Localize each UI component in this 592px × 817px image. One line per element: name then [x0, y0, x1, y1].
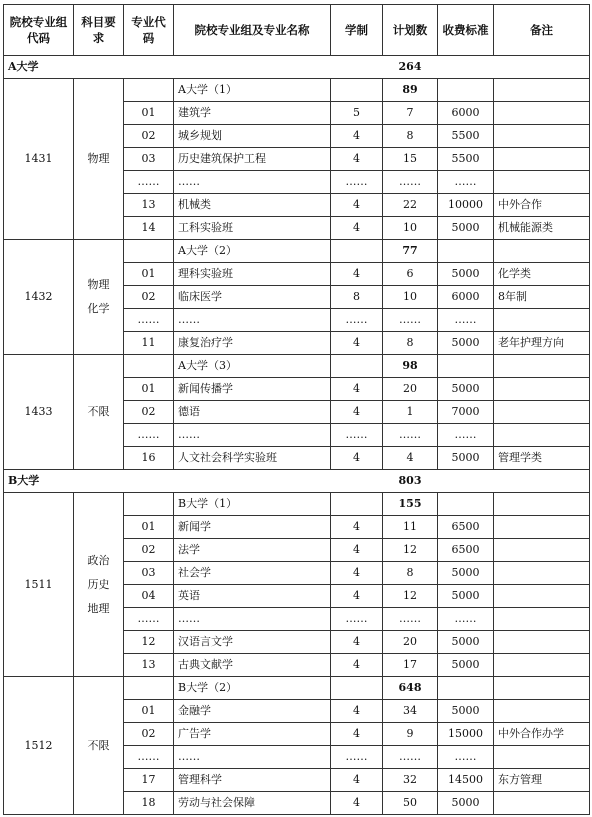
- plan: ……: [383, 171, 438, 194]
- major-code: 01: [124, 263, 174, 286]
- years: 4: [331, 539, 383, 562]
- note: [494, 562, 590, 585]
- years: 4: [331, 148, 383, 171]
- plan: 12: [383, 539, 438, 562]
- major-code: 14: [124, 217, 174, 240]
- major-code: 17: [124, 769, 174, 792]
- fee: [438, 355, 494, 378]
- fee: 5000: [438, 654, 494, 677]
- major-code: [124, 240, 174, 263]
- group-plan: 648: [383, 677, 438, 700]
- university-name: B大学: [4, 470, 74, 493]
- major-code: 02: [124, 286, 174, 309]
- major-code: ……: [124, 309, 174, 332]
- years: ……: [331, 746, 383, 769]
- plan: 22: [383, 194, 438, 217]
- plan: 10: [383, 286, 438, 309]
- years: 4: [331, 654, 383, 677]
- major-name: 工科实验班: [174, 217, 331, 240]
- fee: ……: [438, 424, 494, 447]
- fee: 15000: [438, 723, 494, 746]
- note: [494, 378, 590, 401]
- group-plan: 98: [383, 355, 438, 378]
- plan: 4: [383, 447, 438, 470]
- years: [331, 79, 383, 102]
- header-plan: 计划数: [383, 5, 438, 56]
- note: [494, 677, 590, 700]
- note: [494, 608, 590, 631]
- years: ……: [331, 309, 383, 332]
- note: [494, 700, 590, 723]
- plan: 8: [383, 562, 438, 585]
- note: 中外合作办学: [494, 723, 590, 746]
- header-major-name: 院校专业组及专业名称: [174, 5, 331, 56]
- note: [494, 585, 590, 608]
- fee: 5000: [438, 792, 494, 815]
- years: [331, 355, 383, 378]
- major-code: 02: [124, 723, 174, 746]
- plan: 9: [383, 723, 438, 746]
- major-name: 新闻学: [174, 516, 331, 539]
- major-name: ……: [174, 608, 331, 631]
- university-spacer: [74, 56, 383, 79]
- plan: 34: [383, 700, 438, 723]
- fee: [438, 493, 494, 516]
- major-code: [124, 677, 174, 700]
- fee: ……: [438, 309, 494, 332]
- major-code: 11: [124, 332, 174, 355]
- major-name: 法学: [174, 539, 331, 562]
- plan: 8: [383, 332, 438, 355]
- group-title-row: [4, 79, 590, 102]
- university-spacer: [438, 470, 590, 493]
- group-code: 1431: [4, 79, 74, 240]
- major-code: 03: [124, 562, 174, 585]
- group-title: A大学（2）: [174, 240, 331, 263]
- note: [494, 102, 590, 125]
- fee: 14500: [438, 769, 494, 792]
- years: 4: [331, 378, 383, 401]
- note: [494, 148, 590, 171]
- major-code: 12: [124, 631, 174, 654]
- subject-item: 历史: [87, 577, 110, 591]
- years: 4: [331, 194, 383, 217]
- header-group-code: 院校专业组代码: [4, 5, 74, 56]
- fee: [438, 677, 494, 700]
- major-name: ……: [174, 746, 331, 769]
- subject-requirement: [74, 493, 124, 677]
- university-total: 264: [383, 56, 438, 79]
- note: [494, 125, 590, 148]
- fee: ……: [438, 608, 494, 631]
- subject-item: 物理: [87, 152, 110, 165]
- group-plan: 77: [383, 240, 438, 263]
- subject-requirement: [74, 79, 124, 240]
- subject-item: 化学: [87, 302, 110, 315]
- header-subject: 科目要求: [74, 5, 124, 56]
- major-name: 广告学: [174, 723, 331, 746]
- university-row: [4, 56, 590, 79]
- major-code: ……: [124, 171, 174, 194]
- group-title: A大学（1）: [174, 79, 331, 102]
- plan: 7: [383, 102, 438, 125]
- university-row: [4, 470, 590, 493]
- years: 4: [331, 516, 383, 539]
- group-title-row: [4, 677, 590, 700]
- major-name: 社会学: [174, 562, 331, 585]
- major-code: 01: [124, 700, 174, 723]
- note: [494, 746, 590, 769]
- group-code: 1512: [4, 677, 74, 815]
- major-name: ……: [174, 171, 331, 194]
- major-code: [124, 79, 174, 102]
- group-plan: 89: [383, 79, 438, 102]
- fee: 5000: [438, 562, 494, 585]
- years: ……: [331, 608, 383, 631]
- major-name: 机械类: [174, 194, 331, 217]
- years: 4: [331, 792, 383, 815]
- note: 老年护理方向: [494, 332, 590, 355]
- years: 8: [331, 286, 383, 309]
- note: [494, 539, 590, 562]
- major-name: 管理科学: [174, 769, 331, 792]
- years: ……: [331, 171, 383, 194]
- group-plan: 155: [383, 493, 438, 516]
- years: 4: [331, 562, 383, 585]
- years: ……: [331, 424, 383, 447]
- fee: 5000: [438, 700, 494, 723]
- major-code: 02: [124, 539, 174, 562]
- major-code: [124, 493, 174, 516]
- note: [494, 516, 590, 539]
- group-code: 1432: [4, 240, 74, 355]
- plan: 8: [383, 125, 438, 148]
- major-name: 城乡规划: [174, 125, 331, 148]
- note: [494, 493, 590, 516]
- years: 5: [331, 102, 383, 125]
- major-code: 16: [124, 447, 174, 470]
- plan: 17: [383, 654, 438, 677]
- fee: 5000: [438, 447, 494, 470]
- years: 4: [331, 217, 383, 240]
- subject-item: 物理: [87, 278, 110, 291]
- major-name: 新闻传播学: [174, 378, 331, 401]
- plan: 10: [383, 217, 438, 240]
- note: 管理学类: [494, 447, 590, 470]
- major-name: 古典文献学: [174, 654, 331, 677]
- years: 4: [331, 263, 383, 286]
- major-code: 18: [124, 792, 174, 815]
- header-major-code: 专业代码: [124, 5, 174, 56]
- fee: 5000: [438, 217, 494, 240]
- major-name: 临床医学: [174, 286, 331, 309]
- major-name: 汉语言文学: [174, 631, 331, 654]
- major-name: 理科实验班: [174, 263, 331, 286]
- note: [494, 240, 590, 263]
- admission-plan-table: [3, 4, 590, 815]
- subject-requirement: [74, 240, 124, 355]
- major-code: 13: [124, 654, 174, 677]
- plan: 20: [383, 631, 438, 654]
- plan: ……: [383, 309, 438, 332]
- major-code: 02: [124, 125, 174, 148]
- major-name: ……: [174, 309, 331, 332]
- header-fee: 收费标准: [438, 5, 494, 56]
- years: [331, 240, 383, 263]
- fee: ……: [438, 746, 494, 769]
- note: [494, 401, 590, 424]
- note: [494, 309, 590, 332]
- major-name: 康复治疗学: [174, 332, 331, 355]
- fee: 6500: [438, 516, 494, 539]
- major-name: 金融学: [174, 700, 331, 723]
- major-code: 03: [124, 148, 174, 171]
- major-code: ……: [124, 746, 174, 769]
- years: 4: [331, 401, 383, 424]
- major-code: 02: [124, 401, 174, 424]
- years: 4: [331, 769, 383, 792]
- fee: [438, 240, 494, 263]
- fee: 5000: [438, 332, 494, 355]
- note: 机械能源类: [494, 217, 590, 240]
- note: [494, 631, 590, 654]
- group-title: B大学（2）: [174, 677, 331, 700]
- major-name: 历史建筑保护工程: [174, 148, 331, 171]
- note: 中外合作: [494, 194, 590, 217]
- subject-item: 不限: [87, 405, 110, 418]
- fee: [438, 79, 494, 102]
- fee: 5500: [438, 148, 494, 171]
- university-spacer: [438, 56, 590, 79]
- major-code: 13: [124, 194, 174, 217]
- group-title-row: [4, 493, 590, 516]
- major-name: 人文社会科学实验班: [174, 447, 331, 470]
- major-code: 01: [124, 102, 174, 125]
- note: 8年制: [494, 286, 590, 309]
- group-title: A大学（3）: [174, 355, 331, 378]
- note: 东方管理: [494, 769, 590, 792]
- major-code: 04: [124, 585, 174, 608]
- fee: 5000: [438, 631, 494, 654]
- note: [494, 79, 590, 102]
- years: 4: [331, 631, 383, 654]
- fee: 5500: [438, 125, 494, 148]
- university-name: A大学: [4, 56, 74, 79]
- subject-item: 不限: [87, 738, 110, 752]
- years: [331, 677, 383, 700]
- major-code: ……: [124, 424, 174, 447]
- note: [494, 355, 590, 378]
- major-name: 德语: [174, 401, 331, 424]
- years: 4: [331, 447, 383, 470]
- plan: 11: [383, 516, 438, 539]
- header-years: 学制: [331, 5, 383, 56]
- fee: ……: [438, 171, 494, 194]
- university-spacer: [74, 470, 383, 493]
- header-row: [4, 5, 590, 56]
- major-name: ……: [174, 424, 331, 447]
- years: 4: [331, 723, 383, 746]
- major-code: ……: [124, 608, 174, 631]
- note: [494, 424, 590, 447]
- group-code: 1511: [4, 493, 74, 677]
- fee: 5000: [438, 263, 494, 286]
- major-name: 建筑学: [174, 102, 331, 125]
- group-title: B大学（1）: [174, 493, 331, 516]
- major-code: 01: [124, 516, 174, 539]
- major-code: 01: [124, 378, 174, 401]
- years: [331, 493, 383, 516]
- subject-item: 地理: [87, 601, 110, 615]
- subject-requirement: [74, 677, 124, 815]
- fee: 6500: [438, 539, 494, 562]
- years: 4: [331, 125, 383, 148]
- major-code: [124, 355, 174, 378]
- years: 4: [331, 585, 383, 608]
- university-total: 803: [383, 470, 438, 493]
- header-note: 备注: [494, 5, 590, 56]
- plan: 15: [383, 148, 438, 171]
- table-body: [4, 56, 590, 815]
- major-name: 劳动与社会保障: [174, 792, 331, 815]
- plan: 20: [383, 378, 438, 401]
- subject-requirement: [74, 355, 124, 470]
- years: 4: [331, 700, 383, 723]
- plan: ……: [383, 746, 438, 769]
- plan: 50: [383, 792, 438, 815]
- fee: 6000: [438, 102, 494, 125]
- major-name: 英语: [174, 585, 331, 608]
- note: 化学类: [494, 263, 590, 286]
- plan: ……: [383, 608, 438, 631]
- note: [494, 792, 590, 815]
- plan: 6: [383, 263, 438, 286]
- years: 4: [331, 332, 383, 355]
- plan: 12: [383, 585, 438, 608]
- fee: 5000: [438, 585, 494, 608]
- fee: 6000: [438, 286, 494, 309]
- group-title-row: [4, 355, 590, 378]
- group-title-row: [4, 240, 590, 263]
- note: [494, 171, 590, 194]
- plan: 32: [383, 769, 438, 792]
- note: [494, 654, 590, 677]
- group-code: 1433: [4, 355, 74, 470]
- plan: ……: [383, 424, 438, 447]
- fee: 7000: [438, 401, 494, 424]
- subject-item: 政治: [87, 553, 110, 567]
- plan: 1: [383, 401, 438, 424]
- fee: 5000: [438, 378, 494, 401]
- fee: 10000: [438, 194, 494, 217]
